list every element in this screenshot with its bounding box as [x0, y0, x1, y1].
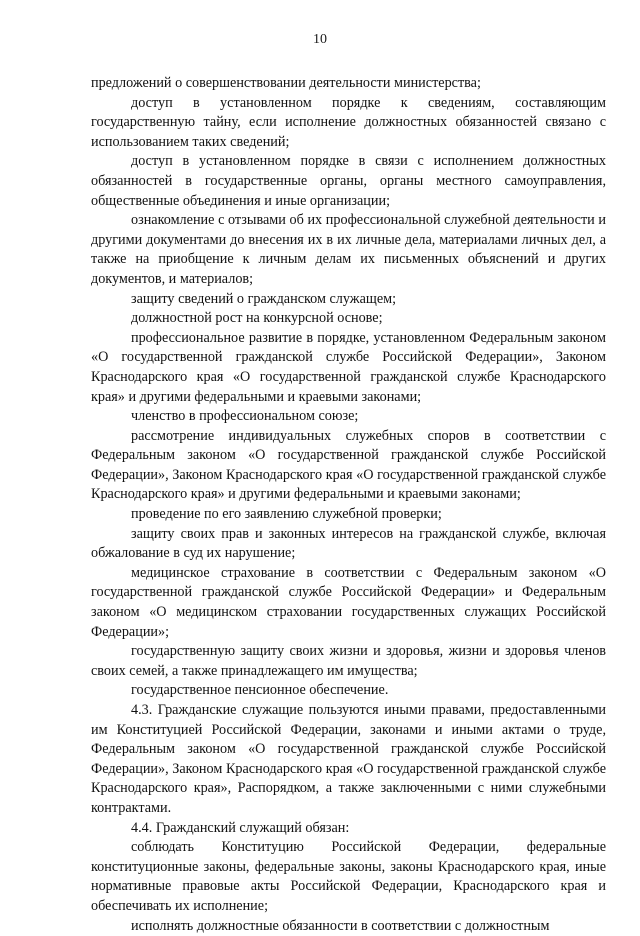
page-number: 10	[313, 32, 327, 47]
paragraph: ознакомление с отзывами об их профессиональной служебной деятельности и другими документами до внесения их в их личные дела, материалами личных дел, а также на приобщение к личным делам их письменных объяснений и других документов, и материалов;	[91, 212, 606, 287]
paragraph: исполнять должностные обязанности в соответствии с должностным	[131, 917, 550, 934]
paragraph: соблюдать Конституцию Российской Федерации, федеральные конституционные законы, федеральные законы, законы Краснодарского края, иные нормативные правовые акты Российской Федерации, Краснодарского края и обеспечивать их исполнение;	[91, 839, 606, 914]
paragraph: государственное пенсионное обеспечение.	[131, 682, 389, 699]
paragraph: рассмотрение индивидуальных служебных споров в соответствии с Федеральным законом «О государственной гражданской службе Российской Федерации», Законом Краснодарского края «О государственной гражданской службе Краснодарского края» и другими федеральными и краевыми законами;	[91, 427, 606, 503]
paragraph: должностной рост на конкурсной основе;	[131, 310, 383, 327]
paragraph: проведение по его заявлению служебной проверки;	[131, 506, 442, 523]
paragraph: доступ в установленном порядке в связи с исполнением должностных обязанностей в государственные органы, органы местного самоуправления, общественные объединения и иные организации;	[91, 153, 606, 209]
document-body	[91, 74, 606, 936]
paragraph: защиту своих прав и законных интересов на гражданской службе, включая обжалование в суд их нарушение;	[91, 525, 606, 562]
paragraph: доступ в установленном порядке к сведениям, составляющим государственную тайну, если исполнение должностных обязанностей связано с использованием таких сведений;	[91, 94, 606, 150]
paragraph: 4.3. Гражданские служащие пользуются иными правами, предоставленными им Конституцией Российской Федерации, законами и иными актами о труде, Федеральным законом «О государственной гражданской службе Российской Федерации», Законом Краснодарского края «О государственной гражданской службе Краснодарского края», Распорядком, а также заключенными с ними служебными контрактами.	[91, 702, 606, 816]
paragraph: 4.4. Гражданский служащий обязан:	[131, 819, 350, 836]
paragraph: защиту сведений о гражданском служащем;	[131, 290, 397, 307]
paragraph: профессиональное развитие в порядке, установленном Федеральным законом «О государственной гражданской службе Российской Федерации», Законом Краснодарского края «О государственной гражданской службе Краснодарского края» и другими федеральными и краевыми законами;	[91, 329, 606, 405]
paragraph: государственную защиту своих жизни и здоровья, жизни и здоровья членов своих семей, а также принадлежащего им имущества;	[91, 643, 606, 679]
paragraph: членство в профессиональном союзе;	[131, 408, 359, 425]
paragraph: предложений о совершенствовании деятельности министерства;	[91, 75, 481, 91]
paragraph: медицинское страхование в соответствии с Федеральным законом «О государственной гражданской службе Российской Федерации» и Федеральным законом «О медицинском страховании государственных служащих Российской Федерации»;	[91, 564, 606, 640]
